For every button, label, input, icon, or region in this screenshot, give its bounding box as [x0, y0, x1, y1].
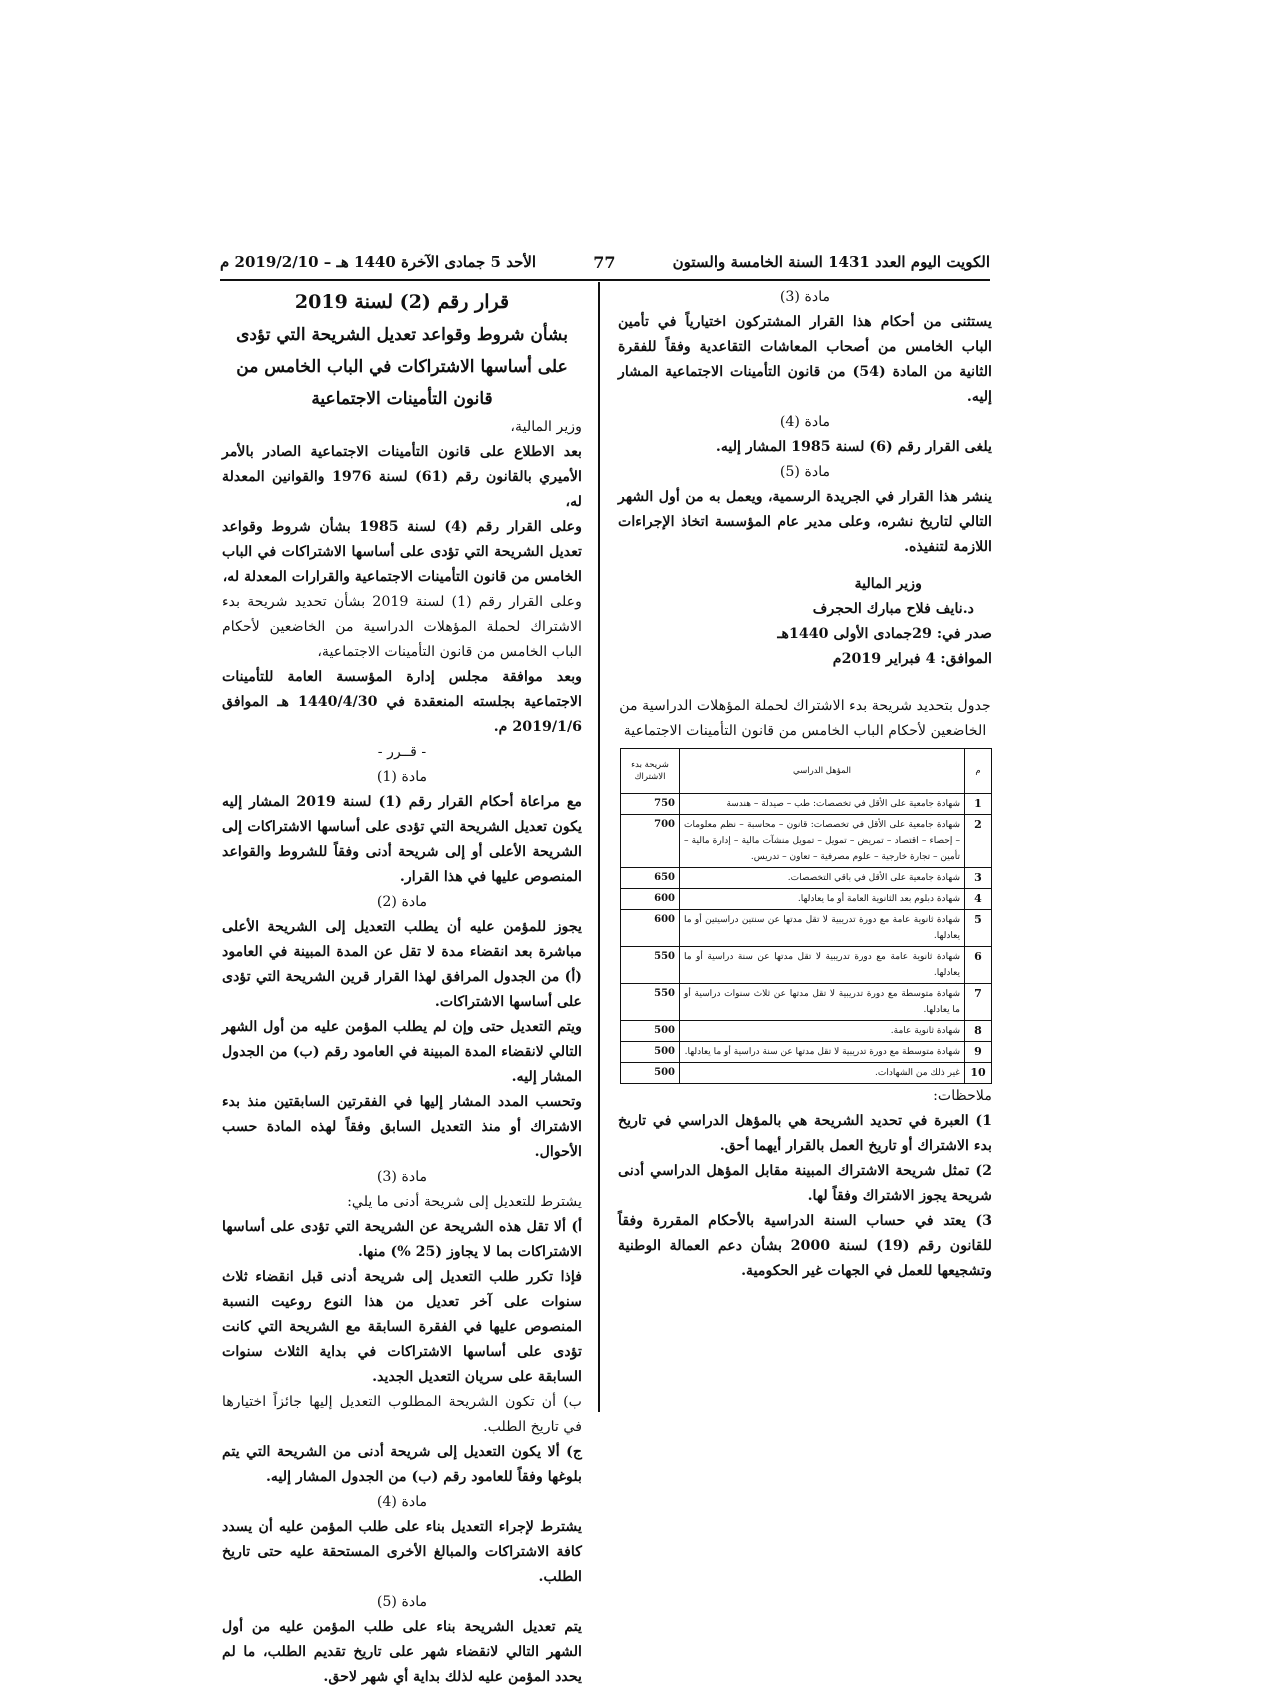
tier-value: 700	[654, 819, 675, 830]
header-publication: الكويت اليوم العدد 1431 السنة الخامسة والستون	[672, 253, 990, 271]
col-header-qualification: المؤهل الدراسي	[680, 749, 965, 794]
table-row	[621, 1021, 992, 1042]
row-number: 9	[965, 1042, 992, 1063]
article-1-text: مع مراعاة أحكام القرار رقم (1) لسنة 2019 المشار إليه يكون تعديل الشريحة التي تؤدى على أساسها الاشتراكات إلى الشريحة الأعلى أو إلى شريحة أدنى وفقاً للشروط والقواعد المنصوص عليها في هذا القرار.	[222, 794, 582, 885]
article-5-heading: مادة (5)	[376, 1594, 428, 1610]
signature-title: وزير المالية	[854, 576, 922, 592]
tier-value: 650	[654, 872, 675, 883]
table-row	[621, 910, 992, 947]
tier-value: 500	[654, 1025, 675, 1036]
notes-heading: ملاحظات:	[933, 1088, 992, 1104]
row-tier	[621, 868, 680, 889]
article-4-text: يشترط لإجراء التعديل بناء على طلب المؤمن عليه أن يسدد كافة الاشتراكات والمبالغ الأخرى المستحقة عليه حتى تاريخ الطلب.	[222, 1519, 582, 1585]
note-2: 2) تمثل شريحة الاشتراك المبينة مقابل المؤهل الدراسي أدنى شريحة يجوز الاشتراك وفقاً لها.	[618, 1163, 992, 1204]
article-5-text: ينشر هذا القرار في الجريدة الرسمية، ويعمل به من أول الشهر التالي لتاريخ نشره، وعلى مدير عام المؤسسة اتخاذ الإجراءات اللازمة لتنفيذه.	[618, 489, 992, 555]
preamble-4: وبعد موافقة مجلس إدارة المؤسسة العامة للتأمينات الاجتماعية بجلسته المنعقدة في 1440/4/30 هـ الموافق 2019/1/6 م.	[222, 669, 582, 735]
row-qualification: شهادة دبلوم بعد الثانوية العامة أو ما يعادلها.	[680, 889, 965, 910]
article-3-item-c: ج) ألا يكون التعديل إلى شريحة أدنى من الشريحة التي يتم بلوغها وفقاً للعامود رقم (ب) من الجدول المشار إليه.	[222, 1444, 582, 1485]
table-row	[621, 794, 992, 815]
col-header-tier: شريحة بدء الاشتراك	[621, 749, 680, 794]
decided-line: - قــرر -	[377, 744, 427, 760]
article-3-heading: مادة (3)	[779, 289, 831, 305]
row-tier	[621, 794, 680, 815]
qualifications-table	[620, 748, 992, 1084]
row-tier	[621, 889, 680, 910]
tier-value: 600	[654, 914, 675, 925]
preamble-2: وعلى القرار رقم (4) لسنة 1985 بشأن شروط وقواعد تعديل الشريحة التي تؤدى على أساسها الاشتراكات في الباب الخامس من قانون التأمينات الاجتماعية والقرارات المعدلة له،	[222, 519, 582, 585]
corresponding-date: الموافق: 4 فبراير 2019م	[832, 651, 992, 667]
tier-value: 550	[654, 988, 675, 999]
article-3-heading: مادة (3)	[376, 1169, 428, 1185]
note-3: 3) يعتد في حساب السنة الدراسية بالأحكام المقررة وفقاً للقانون رقم (19) لسنة 2000 بشأن دعم العمالة الوطنية وتشجيعها للعمل في الجهات غير الحكومية.	[618, 1213, 992, 1279]
article-1-heading: مادة (1)	[376, 769, 428, 785]
tier-value: 500	[654, 1046, 675, 1057]
row-qualification: شهادة ثانوية عامة.	[680, 1021, 965, 1042]
article-2-para-3: وتحسب المدد المشار إليها في الفقرتين السابقتين منذ بدء الاشتراك أو منذ التعديل السابق وفقاً لهذه المادة حسب الأحوال.	[222, 1094, 582, 1160]
minister-line: وزير المالية،	[510, 419, 582, 435]
row-number: 7	[965, 984, 992, 1021]
table-row	[621, 1063, 992, 1084]
column-divider	[598, 282, 600, 1412]
page-number: 77	[593, 252, 616, 272]
article-4-text: يلغى القرار رقم (6) لسنة 1985 المشار إليه.	[715, 439, 992, 455]
preamble-1: بعد الاطلاع على قانون التأمينات الاجتماعية الصادر بالأمر الأميري بالقانون رقم (61) لسنة 1976 والقوانين المعدلة له،	[222, 444, 582, 510]
row-tier	[621, 1063, 680, 1084]
signature-name: د.نايف فلاح مبارك الحجرف	[812, 601, 974, 617]
row-qualification: شهادة ثانوية عامة مع دورة تدريبية لا تقل مدتها عن سنتين دراسيتين أو ما يعادلها.	[680, 910, 965, 947]
tier-value: 750	[654, 798, 675, 809]
right-column	[618, 285, 992, 1284]
col-header-no: م	[965, 749, 992, 794]
row-number: 4	[965, 889, 992, 910]
article-5-heading: مادة (5)	[779, 464, 831, 480]
article-3-item-a: أ) ألا تقل هذه الشريحة عن الشريحة التي تؤدى على أساسها الاشتراكات بما لا يجاوز (25 %) منها.	[222, 1219, 582, 1260]
row-qualification: شهادة ثانوية عامة مع دورة تدريبية لا تقل مدتها عن سنة دراسية أو ما يعادلها.	[680, 947, 965, 984]
tier-value: 600	[654, 893, 675, 904]
tier-value: 550	[654, 951, 675, 962]
row-tier	[621, 910, 680, 947]
table-row	[621, 984, 992, 1021]
row-qualification: شهادة جامعية على الأقل في باقي التخصصات.	[680, 868, 965, 889]
article-4-heading: مادة (4)	[779, 414, 831, 430]
header-rule	[220, 279, 990, 281]
row-qualification: غير ذلك من الشهادات.	[680, 1063, 965, 1084]
table-row	[621, 815, 992, 868]
row-number: 10	[965, 1063, 992, 1084]
row-tier	[621, 815, 680, 868]
row-number: 1	[965, 794, 992, 815]
row-tier	[621, 1042, 680, 1063]
row-number: 6	[965, 947, 992, 984]
note-1: 1) العبرة في تحديد الشريحة هي بالمؤهل الدراسي في تاريخ بدء الاشتراك أو تاريخ العمل بالقرار أيهما أحق.	[618, 1113, 992, 1154]
table-row	[621, 947, 992, 984]
table-title: جدول بتحديد شريحة بدء الاشتراك لحملة المؤهلات الدراسية من الخاضعين لأحكام الباب الخامس من قانون التأمينات الاجتماعية	[619, 698, 991, 739]
decision-subtitle: بشأن شروط وقواعد تعديل الشريحة التي تؤدى على أساسها الاشتراكات في الباب الخامس من قانون التأمينات الاجتماعية	[236, 325, 568, 409]
article-2-para-1: يجوز للمؤمن عليه أن يطلب التعديل إلى الشريحة الأعلى مباشرة بعد انقضاء مدة لا تقل عن المدة المبينة في العامود (أ) من الجدول المرافق لهذا القرار قرين الشريحة التي تؤدى على أساسها الاشتراكات.	[222, 919, 582, 1010]
article-3-text: يستثنى من أحكام هذا القرار المشتركون اختيارياً في تأمين الباب الخامس من أصحاب المعاشات التقاعدية وفقاً للفقرة الثانية من المادة (54) من قانون التأمينات الاجتماعية المشار إليه.	[618, 314, 992, 405]
header-date: الأحد 5 جمادى الآخرة 1440 هـ – 2019/2/10 م	[220, 253, 537, 271]
article-2-para-2: ويتم التعديل حتى وإن لم يطلب المؤمن عليه من أول الشهر التالي لانقضاء المدة المبينة في العامود رقم (ب) من الجدول المشار إليه.	[222, 1019, 582, 1085]
article-4-heading: مادة (4)	[376, 1494, 428, 1510]
row-tier	[621, 947, 680, 984]
article-3-intro: يشترط للتعديل إلى شريحة أدنى ما يلي:	[347, 1194, 582, 1210]
row-number: 3	[965, 868, 992, 889]
issue-date: صدر في: 29جمادى الأولى 1440هـ	[777, 626, 992, 642]
table-row	[621, 889, 992, 910]
row-qualification: شهادة جامعية على الأقل في تخصصات: طب – صيدلة – هندسة	[680, 794, 965, 815]
row-qualification: شهادة جامعية على الأقل في تخصصات: قانون – محاسبة – نظم معلومات – إحصاء – اقتصاد – تمريض – تمويل – تمويل منشآت مالية – إدارة مالية – تأمين – تجارة خارجية – علوم مصرفية – تعاون – تدريس.	[680, 815, 965, 868]
row-qualification: شهادة متوسطة مع دورة تدريبية لا تقل مدتها عن ثلاث سنوات دراسية أو ما يعادلها.	[680, 984, 965, 1021]
article-2-heading: مادة (2)	[376, 894, 428, 910]
row-tier	[621, 1021, 680, 1042]
row-tier	[621, 984, 680, 1021]
row-qualification: شهادة متوسطة مع دورة تدريبية لا تقل مدتها عن سنة دراسية أو ما يعادلها.	[680, 1042, 965, 1063]
row-number: 2	[965, 815, 992, 868]
left-column	[222, 285, 582, 1690]
table-row	[621, 1042, 992, 1063]
table-row	[621, 868, 992, 889]
row-number: 8	[965, 1021, 992, 1042]
tier-value: 500	[654, 1067, 675, 1078]
preamble-3: وعلى القرار رقم (1) لسنة 2019 بشأن تحديد شريحة بدء الاشتراك لحملة المؤهلات الدراسية من الخاضعين لأحكام الباب الخامس من قانون التأمينات الاجتماعية،	[222, 594, 582, 660]
row-number: 5	[965, 910, 992, 947]
running-header	[220, 248, 990, 276]
article-5-text: يتم تعديل الشريحة بناء على طلب المؤمن عليه من أول الشهر التالي لانقضاء شهر على تاريخ تقديم الطلب، ما لم يحدد المؤمن عليه لذلك بداية أي شهر لاحق.	[222, 1619, 582, 1685]
article-3-para: فإذا تكرر طلب التعديل إلى شريحة أدنى قبل انقضاء ثلاث سنوات على آخر تعديل من هذا النوع روعيت النسبة المنصوص عليها في الفقرة السابقة مع الشريحة التي كانت تؤدى على أساسها الاشتراكات في بداية الثلاث سنوات السابقة على سريان التعديل الجديد.	[222, 1269, 582, 1385]
table-header-row	[621, 749, 992, 794]
article-3-item-b: ب) أن تكون الشريحة المطلوب التعديل إليها جائزاً اختيارها في تاريخ الطلب.	[222, 1394, 582, 1435]
decision-title: قرار رقم (2) لسنة 2019	[294, 291, 510, 313]
